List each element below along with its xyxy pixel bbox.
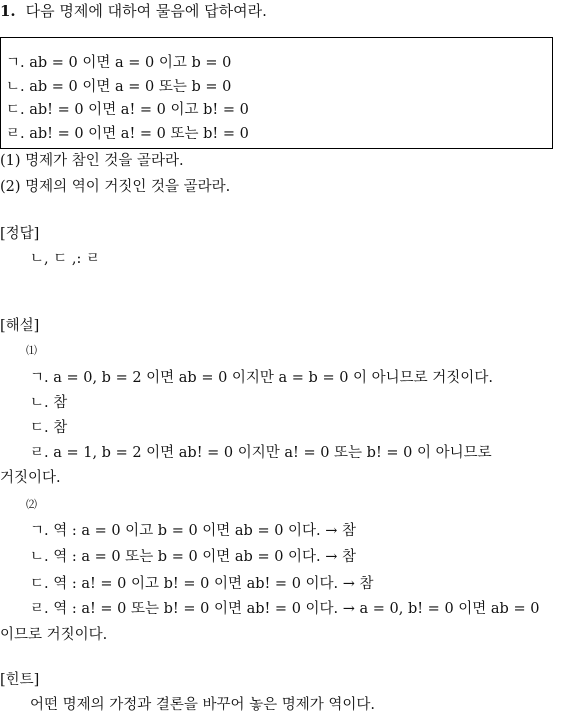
explanation-line: ㄷ. 참 <box>30 420 68 436</box>
statement-b: ㄴ. ab = 0 이면 a = 0 또는 b = 0 <box>6 79 232 95</box>
part1-label: ⑴ <box>26 344 37 357</box>
explanation-line: ㄴ. 역 : a = 0 또는 b = 0 이면 ab = 0 이다. → 참 <box>30 549 357 565</box>
hint-heading: [힌트] <box>0 672 40 688</box>
answer-heading: [정답] <box>0 226 40 242</box>
statement-c: ㄷ. ab! = 0 이면 a! = 0 이고 b! = 0 <box>6 102 249 118</box>
explanation-line: ㄱ. a = 0, b = 2 이면 ab = 0 이지만 a = b = 0 이 아니므로 거짓이다. <box>30 370 493 386</box>
statements-box <box>0 37 553 149</box>
explanation-line: 이므로 거짓이다. <box>0 627 108 643</box>
question-2: (2) 명제의 역이 거짓인 것을 골라라. <box>0 179 231 195</box>
statement-d: ㄹ. ab! = 0 이면 a! = 0 또는 b! = 0 <box>6 126 249 142</box>
explanation-line: ㄹ. a = 1, b = 2 이면 ab! = 0 이지만 a! = 0 또는 b! = 0 이 아니므로 <box>30 445 492 461</box>
problem-instruction: 다음 명제에 대하여 물음에 답하여라. <box>25 2 267 20</box>
hint-text: 어떤 명제의 가정과 결론을 바꾸어 놓은 명제가 역이다. <box>30 697 376 713</box>
explanation-line: ㄱ. 역 : a = 0 이고 b = 0 이면 ab = 0 이다. → 참 <box>30 523 357 539</box>
problem-title <box>0 0 267 21</box>
statement-a: ㄱ. ab = 0 이면 a = 0 이고 b = 0 <box>6 55 232 71</box>
explanation-line: ㄷ. 역 : a! = 0 이고 b! = 0 이면 ab! = 0 이다. → 참 <box>30 576 374 592</box>
explanation-line: ㄹ. 역 : a! = 0 또는 b! = 0 이면 ab! = 0 이다. → a = 0, b! = 0 이면 ab = 0 <box>30 601 540 617</box>
problem-number: 1. <box>0 2 16 20</box>
explanation-heading: [해설] <box>0 318 40 334</box>
question-1: (1) 명제가 참인 것을 골라라. <box>0 153 184 169</box>
answer-text: ㄴ, ㄷ ,: ㄹ <box>30 251 100 267</box>
part2-label: ⑵ <box>26 498 37 511</box>
explanation-line: 거짓이다. <box>0 470 61 486</box>
explanation-line: ㄴ. 참 <box>30 395 68 411</box>
